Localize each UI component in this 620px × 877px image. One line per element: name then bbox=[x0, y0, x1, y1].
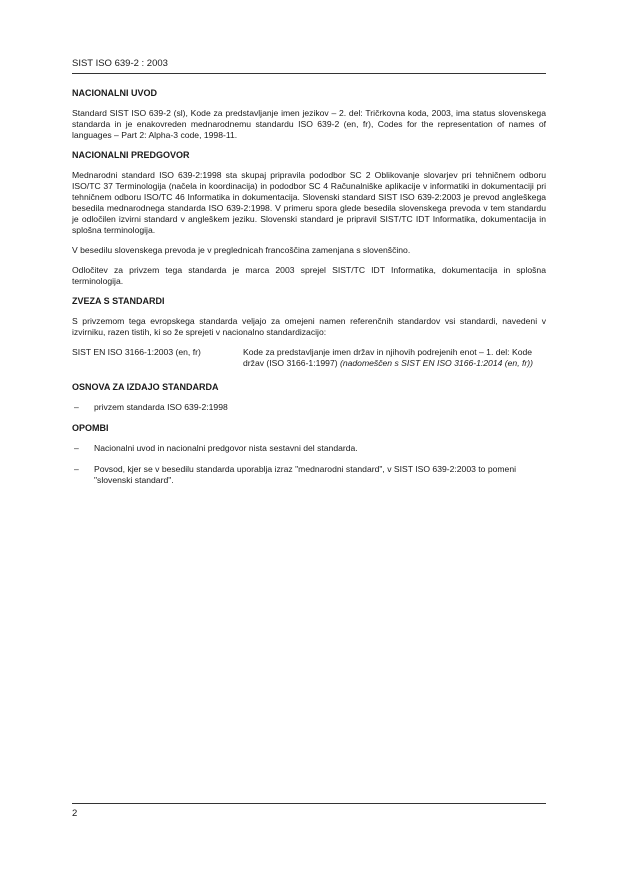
footer-rule bbox=[72, 803, 546, 804]
list-item-text: Povsod, kjer se v besedilu standarda uporablja izraz "mednarodni standard", v SIST ISO 639-2:2003 to pomeni "slovenski standard". bbox=[94, 464, 517, 485]
osnova-list bbox=[72, 402, 546, 413]
section-nacionalni-uvod bbox=[72, 88, 546, 141]
uvod-paragraph: Standard SIST ISO 639-2 (sl), Kode za predstavljanje imen jezikov – 2. del: Tričrkovna koda, 2003, ima status slovenskega standarda in je enakovreden mednarodnemu standardu ISO 639-2 (en, fr), Codes for the representation of names of languages – Part 2: Alpha-3 code, 1998-11. bbox=[72, 108, 546, 140]
dash-bullet: – bbox=[74, 443, 79, 453]
reference-title: Kode za predstavljanje imen držav in njihovih podrejenih enot – 1. del: Kode držav (ISO 3166-1:1997) bbox=[243, 347, 533, 368]
section-title-uvod: NACIONALNI UVOD bbox=[72, 88, 157, 98]
reference-description bbox=[243, 347, 546, 369]
reference-entry bbox=[72, 347, 546, 369]
page-number: 2 bbox=[72, 808, 78, 819]
list-item bbox=[72, 402, 546, 413]
section-opombi bbox=[72, 423, 546, 486]
section-title-osnova: OSNOVA ZA IZDAJO STANDARDA bbox=[72, 382, 219, 392]
list-item-text: Nacionalni uvod in nacionalni predgovor nista sestavni del standarda. bbox=[94, 443, 358, 453]
reference-note: (nadomeščen s SIST EN ISO 3166-1:2014 (en, fr)) bbox=[339, 358, 533, 368]
dash-bullet: – bbox=[74, 402, 79, 412]
list-item bbox=[72, 464, 546, 486]
section-zveza-s-standardi bbox=[72, 296, 546, 369]
running-header: SIST ISO 639-2 : 2003 bbox=[72, 58, 168, 69]
list-item-text: privzem standarda ISO 639-2:1998 bbox=[94, 402, 228, 412]
reference-code: SIST EN ISO 3166-1:2003 (en, fr) bbox=[72, 347, 201, 357]
section-title-zveza: ZVEZA S STANDARDI bbox=[72, 296, 165, 306]
section-title-predgovor: NACIONALNI PREDGOVOR bbox=[72, 150, 190, 160]
dash-bullet: – bbox=[74, 464, 79, 474]
predgovor-paragraph-1: Mednarodni standard ISO 639-2:1998 sta skupaj pripravila pododbor SC 2 Oblikovanje slovarjev pri tehničnem odboru ISO/TC 37 Terminologija (načela in koordinacija) in pododbor SC 4 Računalniške aplikacije v informatiki in dokumentaciji pri tehničnem odboru ISO/TC 46 Informatika in dokumentacija. Slovenski standard SIST ISO 639-2:2003 je prevod angleškega besedila mednarodnega standarda ISO 639-2:1998. V primeru spora glede besedila slovenskega prevoda v tem standardu je odločilen izvirni standard v angleškem jeziku. Slovenski standard je pripravil SIST/TC IDT Informatika, dokumentacija in splošna terminologija. bbox=[72, 170, 546, 235]
section-nacionalni-predgovor bbox=[72, 150, 546, 287]
page-body bbox=[72, 88, 546, 496]
predgovor-paragraph-2: V besedilu slovenskega prevoda je v preglednicah francoščina zamenjana s slovenščino. bbox=[72, 245, 411, 255]
predgovor-paragraph-3: Odločitev za privzem tega standarda je marca 2003 sprejel SIST/TC IDT Informatika, dokumentacija in splošna terminologija. bbox=[72, 265, 546, 286]
opombi-list bbox=[72, 443, 546, 486]
list-item bbox=[72, 443, 546, 454]
section-osnova bbox=[72, 382, 546, 413]
section-title-opombi: OPOMBI bbox=[72, 423, 109, 433]
header-rule bbox=[72, 73, 546, 74]
zveza-paragraph: S privzemom tega evropskega standarda veljajo za omejeni namen referenčnih standardov vsi standardi, navedeni v izvirniku, razen tistih, ki so že sprejeti v nacionalno standardizacijo: bbox=[72, 316, 546, 337]
